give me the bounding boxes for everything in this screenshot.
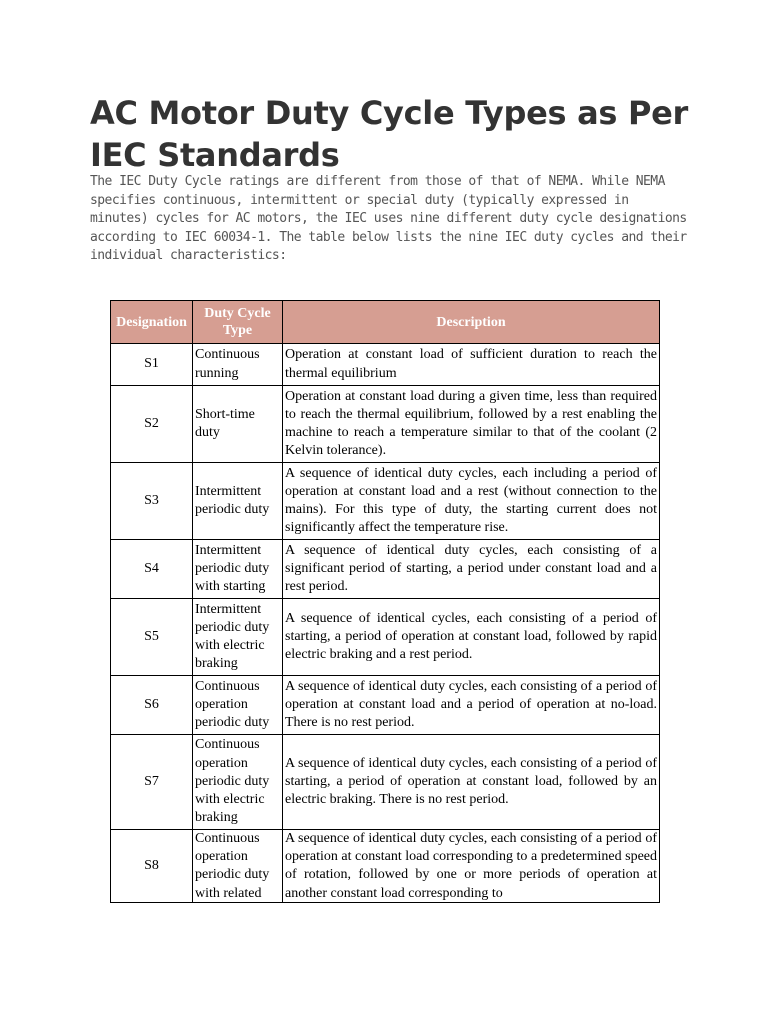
table-row — [111, 540, 660, 599]
description-cell: A sequence of identical duty cycles, each consisting of a period of operation at constant load and a period of operation at no-load. There is no rest period. — [283, 676, 660, 735]
duty-type-cell: Continuous operation periodic duty with electric braking — [193, 735, 283, 830]
description-text: A sequence of identical duty cycles, each consisting of a period of operation at constant load corresponding to a predetermined speed of rotation, followed by one or more periods of operation at another constant load corresponding to — [285, 831, 657, 901]
page-title: AC Motor Duty Cycle Types as Per IEC Standards — [90, 94, 688, 174]
description-cell: A sequence of identical duty cycles, each consisting of a period of starting, a period of operation at constant load, followed by an electric braking. There is no rest period. — [283, 735, 660, 830]
table-row — [111, 463, 660, 540]
table-row — [111, 344, 660, 386]
table-row — [111, 830, 660, 903]
table-row — [111, 599, 660, 676]
description-cell: A sequence of identical duty cycles, each consisting of a significant period of starting, a period under constant load and a rest period. — [283, 540, 660, 599]
duty-type-cell: Intermittent periodic duty with electric braking — [193, 599, 283, 676]
duty-type-cell: Short-time duty — [193, 386, 283, 463]
designation-cell: S3 — [111, 463, 193, 540]
designation-cell: S4 — [111, 540, 193, 599]
duty-type-cell: Continuous running — [193, 344, 283, 386]
description-cell: A sequence of identical duty cycles, each including a period of operation at constant load and a rest (without connection to the mains). For this type of duty, the starting current does not significantly affect the temperature rise. — [283, 463, 660, 540]
duty-type-cell: Intermittent periodic duty with starting — [193, 540, 283, 599]
table-row — [111, 676, 660, 735]
duty-type-text: Continuous operation periodic duty with related — [195, 831, 270, 901]
table-row — [111, 735, 660, 830]
description-cell: Operation at constant load during a given time, less than required to reach the thermal equilibrium, followed by a rest enabling the machine to reach a temperature similar to that of the coolant (2 Kelvin tolerance). — [283, 386, 660, 463]
duty-type-cell: Continuous operation periodic duty — [193, 676, 283, 735]
header-duty-cycle-type: Duty Cycle Type — [193, 301, 283, 344]
intro-paragraph: The IEC Duty Cycle ratings are different from those of that of NEMA. While NEMA specifies continuous, intermittent or special duty (typically expressed in minutes) cycles for AC motors, the IEC uses nine different duty cycle designations according to IEC 60034-1. The table below lists the nine IEC duty cycles and their individual characteristics: — [90, 174, 687, 263]
duty-cycle-table — [110, 300, 660, 903]
description-cell — [283, 830, 660, 903]
table-row — [111, 386, 660, 463]
designation-cell: S6 — [111, 676, 193, 735]
designation-cell: S5 — [111, 599, 193, 676]
duty-type-cell — [193, 830, 283, 903]
table-header-row — [111, 301, 660, 344]
designation-cell: S1 — [111, 344, 193, 386]
designation-cell: S7 — [111, 735, 193, 830]
description-cell: A sequence of identical cycles, each consisting of a period of starting, a period of operation at constant load, followed by rapid electric braking and a rest period. — [283, 599, 660, 676]
description-cell: Operation at constant load of sufficient duration to reach the thermal equilibrium — [283, 344, 660, 386]
designation-cell: S2 — [111, 386, 193, 463]
designation-cell: S8 — [111, 830, 193, 903]
duty-type-cell: Intermittent periodic duty — [193, 463, 283, 540]
header-description: Description — [283, 301, 660, 344]
header-designation: Designation — [111, 301, 193, 344]
